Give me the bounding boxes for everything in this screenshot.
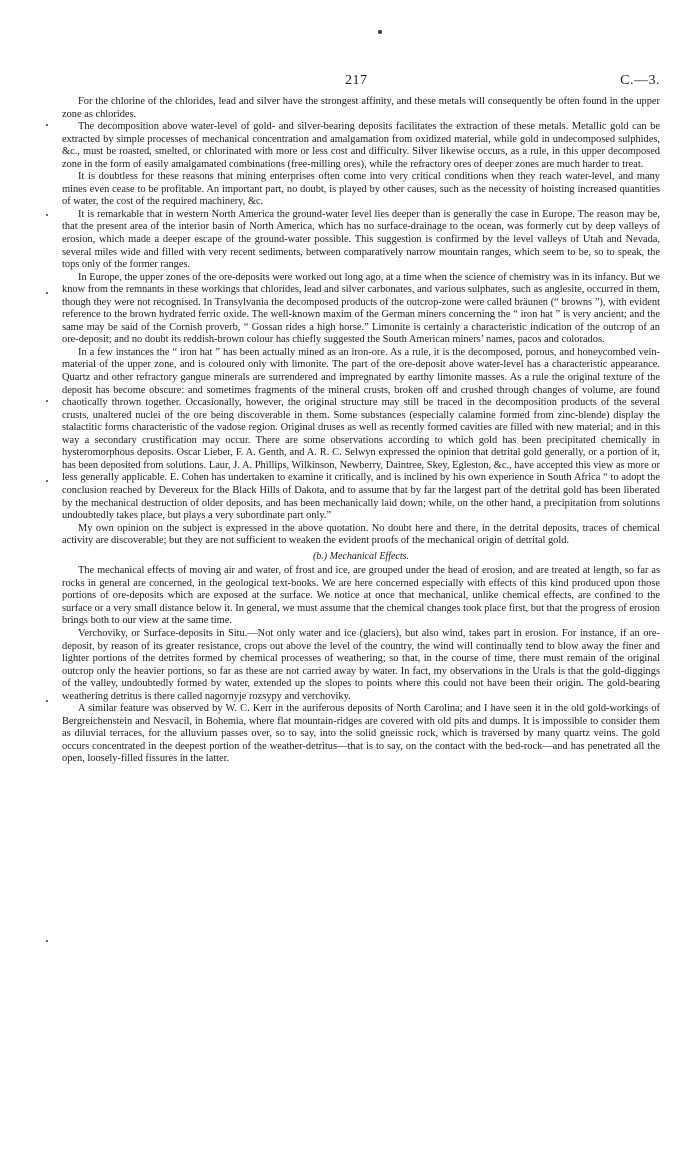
paragraph: Verchoviky, or Surface-deposits in Situ.—Not only water and ice (glaciers), but also wind, takes part in erosion. For instance, if an ore-deposit, by reason of its greater resistance, crops out above the level of the country, the wind will continually tend to blow away the finer and lighter portions of the detrites formed by chemical processes of weathering; so that, in the course of time, there must remain of the original outcrop only the heavier portions, so far as these are not carried away by water. In fact, my observations in the Urals is that the gold-diggings of the valley, undoubtedly formed by water, extended up the slopes to points where this could not have been their origin. The gold-bearing weathering detritus is there called nagornyje rozsypy and verchoviky. [62,627,660,702]
margin-mark [46,124,48,126]
paragraph: It is remarkable that in western North America the ground-water level lies deeper than is generally the case in Europe. The reason may be, that the present area of the interior basin of North America, which has no surface-drainage to the ocean, was formerly cut by deep valleys of erosion, which made a deeper escape of the ground-water possible. This suggestion is confirmed by the level valleys of Utah and Nevada, several miles wide and filled with very recent sediments, between comparatively narrow mountain ranges, which seem to be, so to speak, the tops only of the former ranges. [62,208,660,271]
print-speck [378,30,382,34]
body-text [62,96,660,766]
paragraph: In a few instances the “ iron hat ” has been actually mined as an iron-ore. As a rule, it is the decomposed, porous, and honeycombed vein-material of the upper zone, and is coloured only with limonite. The part of the ore-deposit above water-level has a characteristic appearance. Quartz and other refractory gangue minerals are surrendered and impregnated by earthy limonite masses. As a rule the original texture of the deposit has become obscure: and sometimes fragments of the mineral crusts, broken off and crushed through changes of volume, are found chaotically thrown together. Occasionally, however, the original structure may still be traced in the decomposition products of the several crusts, unaltered nuclei of the ore being discoverable in them. Some substances (especially calamine formed from zinc-blende) display the stalactitic forms characteristic of the vadose region. Original druses as well as recently formed cavities are filled with new material; and in this way a secondary crustification may occur. There are some observations according to which gold has been precipitated chemically in hysteromorphous deposits. Oscar Lieber, F. A. Genth, and A. R. C. Selwyn expressed the opinion that detrital gold generally, or a portion of it, has been deposited from solutions. Laur, J. A. Phillips, Wilkinson, Newberry, Daintree, Skey, Egleston, &c., have accepted this view as more or less generally applicable. E. Cohen has undertaken to examine it critically, and is inclined by his own experience in South Africa “ to adopt the conclusion reached by Devereux for the Black Hills of Dakota, and to assume that by far the largest part of the detrital gold has been liberated by the mechanical destruction of older deposits, and has been mechanically laid down; while, on the other hand, a precipitation from solutions undoubtedly takes place, but plays a very subordinate part only.” [62,346,660,522]
paragraph: For the chlorine of the chlorides, lead and silver have the strongest affinity, and these metals will consequently be often found in the upper zone as chlorides. [62,96,660,120]
margin-mark [46,700,48,702]
paragraph: My own opinion on the subject is expressed in the above quotation. No doubt here and there, in the detrital deposits, traces of chemical activity are discoverable; but they are not sufficient to weaken the evident proofs of the mechanical origin of detrital gold. [62,522,660,547]
page-number: 217 [345,73,368,88]
paragraph: The mechanical effects of moving air and water, of frost and ice, are grouped under the head of erosion, and are treated at length, so far as rocks in general are concerned, in the geological text-books. We are here concerned especially with effects of this kind produced upon those portions of ore-deposits which are exposed at the surface. We notice at once that mechanical, unlike chemical effects, are confined to the surface or a very small distance below it. In general, we must assume that the chemical changes took place first, but that the progress of erosion brings both to our view at the same time. [62,565,660,627]
margin-mark [46,214,48,216]
margin-mark [46,400,48,402]
paragraph: The decomposition above water-level of gold- and silver-bearing deposits facilitates the extraction of these metals. Metallic gold can be extracted by simple processes of mechanical concentration and amalgamation from oxidized material, while gold in undecomposed sulphides, &c., must be roasted, smelted, or chlorinated with more or less cost and difficulty. Silver likewise occurs, as a rule, in this upper decomposed zone in the form of easily amalgamated combinations (free-milling ores), while the refractory ores of deeper zones are much harder to treat. [62,121,660,170]
paragraph: It is doubtless for these reasons that mining enterprises often come into very critical conditions when they reach water-level, and many mines even cease to be profitable. An important part, no doubt, is played by other causes, such as the necessity of hoisting increased quantities of water, the cost of the required machinery, &c. [62,171,660,208]
document-reference: C.—3. [620,73,660,88]
paragraph: In Europe, the upper zones of the ore-deposits were worked out long ago, at a time when the science of chemistry was in its infancy. But we know from the remnants in these workings that chlorides, lead and silver carbonates, and various sulphates, such as anglesite, occurred in them, though they were not recognised. In Transylvania the decomposed products of the outcrop-zone were called bräunen (“ browns ”), with evident reference to the brown hydrated ferric oxide. The well-known maxim of the German miners concerning the “ iron hat ” is very ancient; and the same may be said of the Cornish proverb, “ Gossan rides a high horse.” Limonite is certainly a characteristic indication of the outcrop of an ore-deposit; and no doubt its reddish-brown colour has chiefly suggested the South American miners’ names, pacos and colorados. [62,271,660,346]
margin-mark [46,480,48,482]
margin-mark [46,292,48,294]
paragraph: A similar feature was observed by W. C. Kerr in the auriferous deposits of North Carolina; and I have seen it in the old gold-workings of Bergreichenstein and Nesvacil, in Bohemia, where flat mountain-ridges are covered with old pits and dumps. It is impossible to consider them as diluvial terraces, for the alluvium passes over, so to say, into the solid gneissic rock, which is traversed by many quartz veins. The gold occurs concentrated in the deepest portion of the weather-detritus—that is to say, on the contact with the bed-rock—and has penetrated all the open, loosely-filled fissures in the latter. [62,703,660,765]
section-heading: (b.) Mechanical Effects. [312,550,410,562]
margin-mark [46,940,48,942]
